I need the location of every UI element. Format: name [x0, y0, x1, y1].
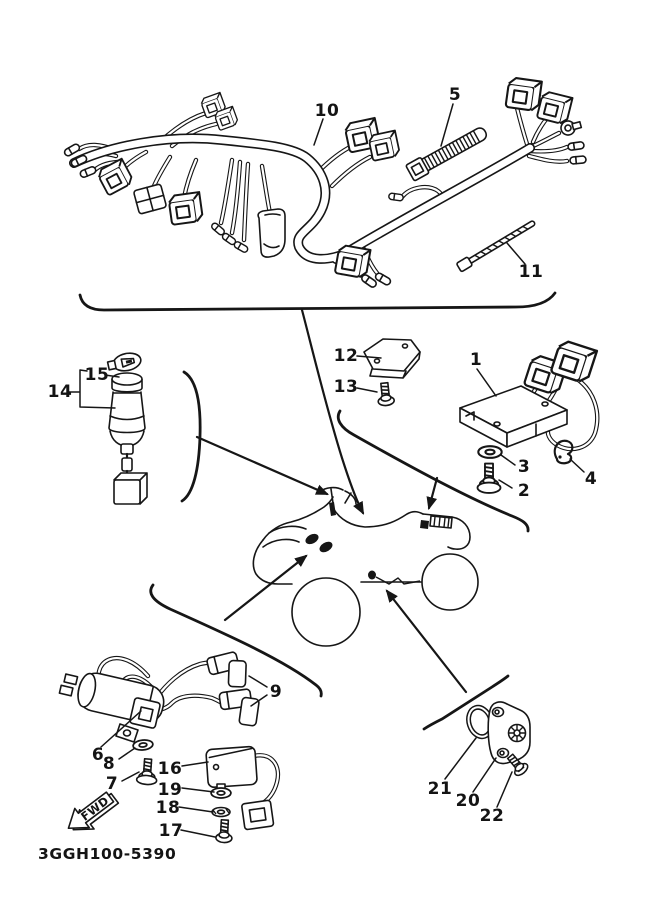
callout-16-relay-assembly: 16: [157, 759, 183, 779]
ignition-coil: [57, 649, 263, 742]
fwd-label: FWD: [78, 793, 112, 824]
callout-10-wire-harness: 10: [314, 101, 340, 121]
callout-17-screw: 17: [158, 821, 184, 841]
atv-silhouette: [253, 488, 478, 646]
spark-plug-cap: [206, 649, 252, 694]
bullet-terminal: [79, 166, 96, 178]
switch-bracket: [182, 372, 327, 501]
callout-12-cover-plate: 12: [333, 346, 359, 366]
cover-plate: [364, 339, 420, 378]
callout-7-bolt: 7: [105, 774, 119, 794]
boot-connector: [258, 209, 285, 257]
callout-5-band: 5: [448, 85, 462, 105]
diagram-code: 3GGH100-5390: [38, 845, 177, 863]
connector: [537, 91, 573, 125]
callout-3-washer: 3: [517, 457, 531, 477]
bullet-terminal: [63, 143, 80, 157]
screw-13: [376, 382, 394, 406]
callout-9-spark-plug-cap: 9: [269, 682, 283, 702]
connector: [505, 77, 541, 111]
bullet-terminal: [233, 241, 249, 254]
callout-13-screw: 13: [333, 377, 359, 397]
connector: [368, 131, 400, 161]
callout-19-damper: 19: [157, 780, 183, 800]
callout-20-pickup-coil: 20: [455, 791, 481, 811]
band: [406, 124, 490, 181]
bullet-terminal: [70, 154, 87, 167]
main-switch: [107, 351, 147, 504]
callout-21-o-ring: 21: [427, 779, 453, 799]
connector: [168, 192, 203, 225]
callout-2-bolt: 2: [517, 481, 531, 501]
switch-location-mark: [329, 502, 336, 516]
mini-connector: [388, 193, 403, 201]
clamp-4: [555, 441, 573, 464]
callout-11-cable-tie: 11: [518, 262, 544, 282]
callout-18-washer: 18: [155, 798, 181, 818]
spark-plug-cap: [219, 688, 263, 731]
bolt-2: [478, 464, 501, 493]
connector-block: [133, 184, 166, 214]
pickup-location-mark: [368, 571, 376, 580]
callout-4-clamp: 4: [584, 469, 598, 489]
pickup-group: [387, 591, 530, 778]
callout-15-key: 15: [84, 365, 110, 385]
callout-6-ignition-coil: 6: [91, 745, 105, 765]
screw-17: [216, 820, 233, 843]
bullet-terminal: [568, 141, 585, 150]
pickup-coil: [488, 702, 530, 764]
coil-location-mark: [304, 532, 321, 547]
callout-1-cdi-unit: 1: [469, 350, 483, 370]
washer-3: [478, 446, 501, 458]
washer-18: [212, 808, 230, 817]
connector: [335, 245, 371, 279]
bullet-terminal: [570, 156, 587, 164]
callout-14-main-switch: 14: [47, 382, 73, 402]
callout-8-nut: 8: [102, 754, 116, 774]
callout-22-screw: 22: [479, 806, 505, 826]
nut-8: [133, 739, 154, 751]
